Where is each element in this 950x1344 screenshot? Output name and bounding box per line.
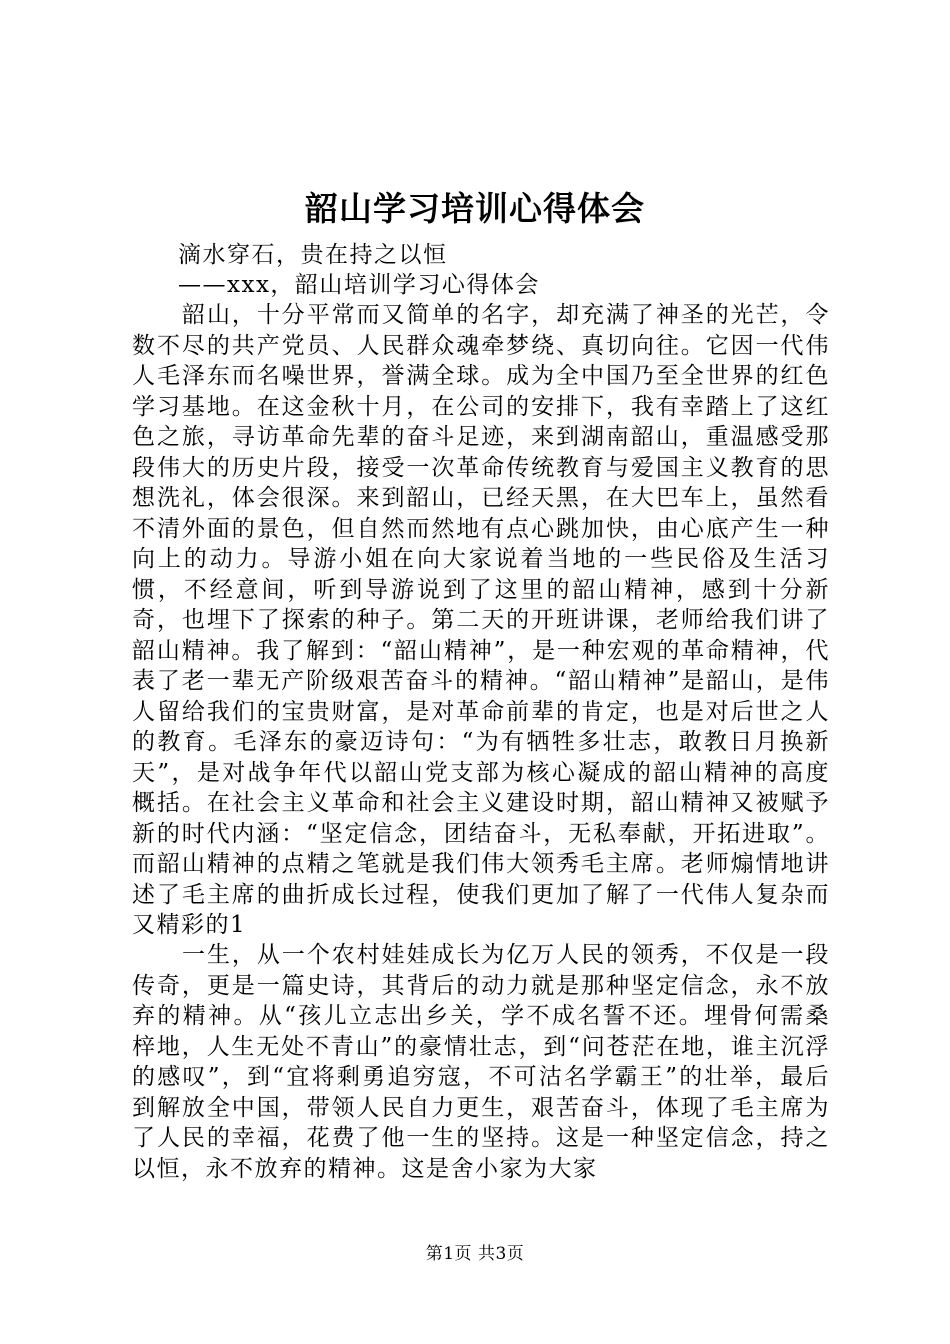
body-paragraph-2: 一生，从一个农村娃娃成长为亿万人民的领秀，不仅是一段传奇，更是一篇史诗，其背后的动力就是那种坚定信念，永不放弃的精神。从“孩儿立志出乡关，学不成名誓不还。埋骨何需桑梓地，人生无处不青山”的豪情壮志，到“问苍茫在地，谁主沉浮的感叹”，到“宜将剩勇追穷寇，不可沽名学霸王”的壮举，最后到解放全中国，带领人民自力更生，艰苦奋斗，体现了毛主席为了人民的幸福，花费了他一生的坚持。这是一种坚定信念，持之以恒，永不放弃的精神。这是舍小家为大家: [132, 942, 830, 1182]
page-footer: 第1页 共3页: [425, 1244, 525, 1264]
subtitle-motto: 滴水穿石，贵在持之以恒: [178, 242, 448, 268]
subtitle-author: ——xxx，韶山培训学习心得体会: [178, 272, 540, 298]
body-paragraph-1: 韶山，十分平常而又简单的名字，却充满了神圣的光芒，令数不尽的共产党员、人民群众魂牵梦绕、真切向往。它因一代伟人毛泽东而名噪世界，誉满全球。成为全中国乃至全世界的红色学习基地。在这金秋十月，在公司的安排下，我有幸踏上了这红色之旅，寻访革命先辈的奋斗足迹，来到湖南韶山，重温感受那段伟大的历史片段，接受一次革命传统教育与爱国主义教育的思想洗礼，体会很深。来到韶山，已经天黑，在大巴车上，虽然看不清外面的景色，但自然而然地有点心跳加快，由心底产生一种向上的动力。导游小姐在向大家说着当地的一些民俗及生活习惯，不经意间，听到导游说到了这里的韶山精神，感到十分新奇，也埋下了探索的种子。第二天的开班讲课，老师给我们讲了韶山精神。我了解到：“韶山精神”，是一种宏观的革命精神，代表了老一辈无产阶级艰苦奋斗的精神。“韶山精神”是韶山，是伟人留给我们的宝贵财富，是对革命前辈的肯定，也是对后世之人的教育。毛泽东的豪迈诗句：“为有牺牲多壮志，敢教日月换新天”，是对战争年代以韶山党支部为核心凝成的韶山精神的高度概括。在社会主义革命和社会主义建设时期，韶山精神又被赋予新的时代内涵：“坚定信念，团结奋斗，无私奉献，开拓进取”。而韶山精神的点精之笔就是我们伟大领秀毛主席。老师煽情地讲述了毛主席的曲折成长过程，使我们更加了解了一代伟人复杂而又精彩的1: [132, 302, 830, 938]
document-title: 韶山学习培训心得体会: [305, 189, 645, 228]
